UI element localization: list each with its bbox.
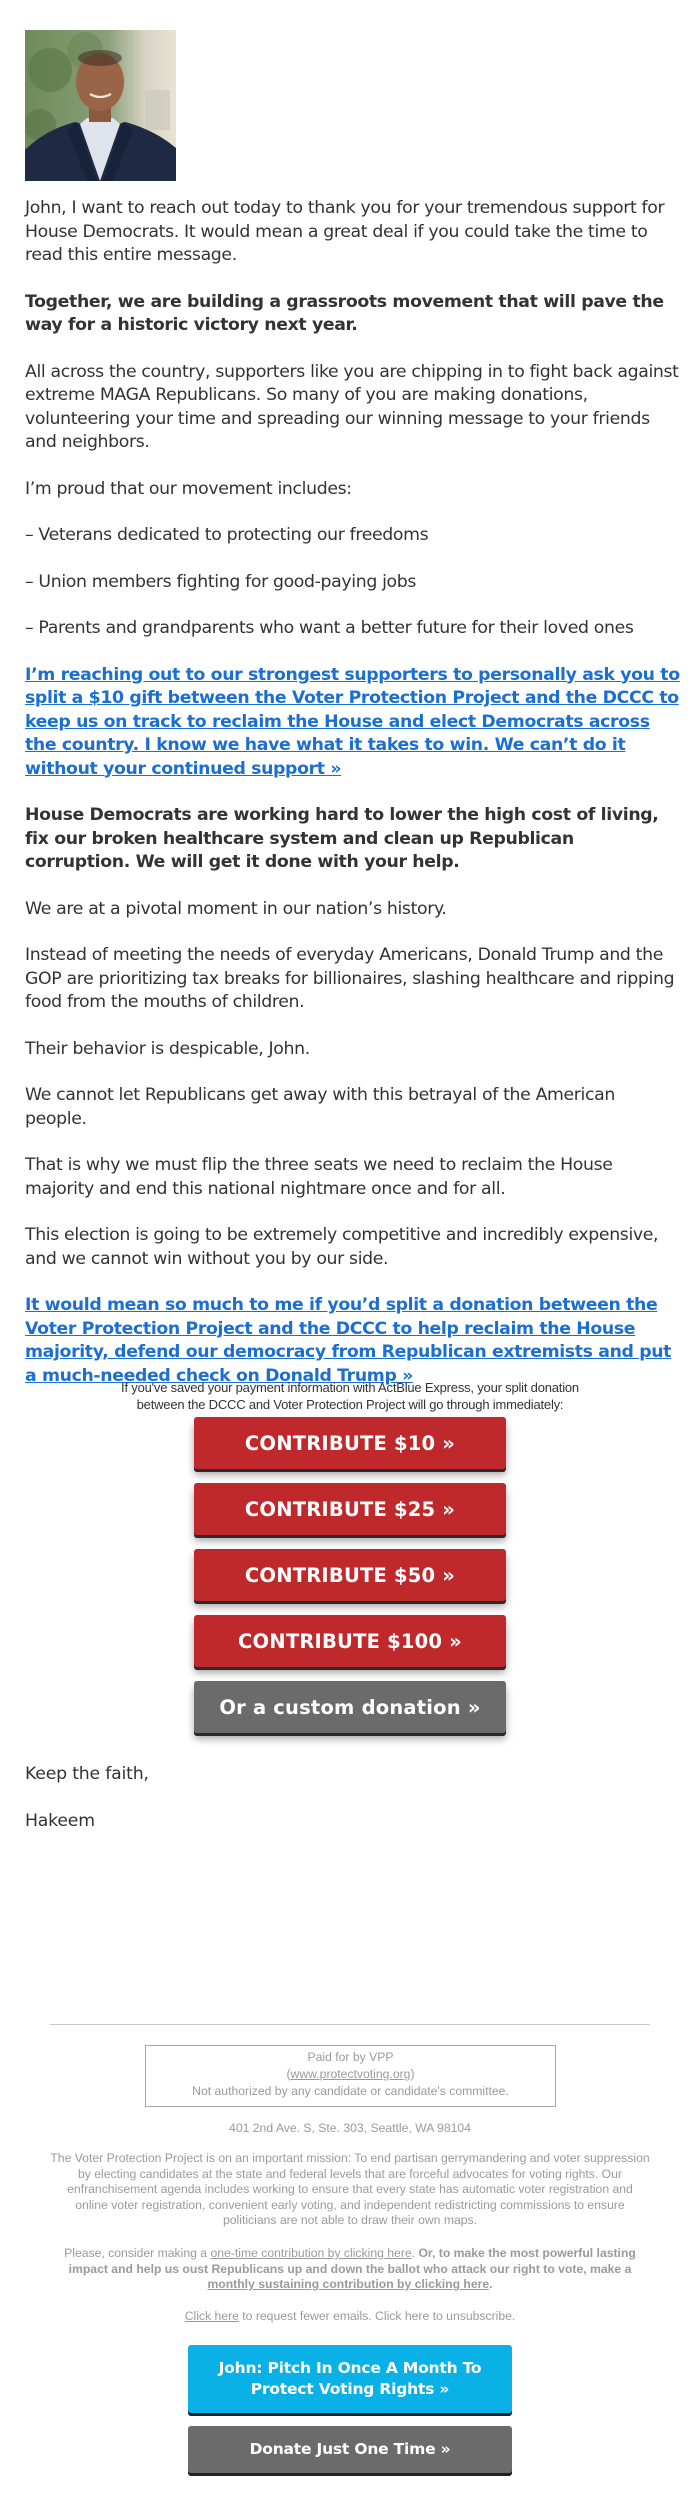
- contribute-10-button[interactable]: CONTRIBUTE $10 »: [194, 1417, 506, 1469]
- fewer-emails-link[interactable]: Click here: [184, 2309, 239, 2323]
- list-item: – Parents and grandparents who want a better future for their loved ones: [25, 618, 634, 638]
- custom-donation-button[interactable]: Or a custom donation »: [194, 1681, 506, 1733]
- paragraph: Instead of meeting the needs of everyday Americans, Donald Trump and the GOP are prioritizing tax breaks for billionaires, slashing healthcare and ripping food from the mouths of children.: [25, 945, 675, 1012]
- signoff-closing: Keep the faith,: [25, 1764, 149, 1784]
- paragraph: That is why we must flip the three seats we need to reclaim the House majority and end this national nightmare once and for all.: [25, 1155, 613, 1199]
- express-note-line: between the DCCC and Voter Protection Project will go through immediately:: [136, 1396, 564, 1412]
- footer-divider: [50, 2024, 650, 2025]
- mission-statement: The Voter Protection Project is on an important mission: To end partisan gerrymandering and voter suppression by electing candidates at the state and federal levels that are forceful advocates for voting rights. Our enfranchisement agenda includes working to ensure that every state has automatic voter registration and online voter registration, convenient early voting, and independent redistricting commissions to ensure politicians are not able to draw their own maps.: [50, 2151, 650, 2227]
- one-time-donation-button[interactable]: Donate Just One Time »: [188, 2426, 512, 2473]
- paragraph: This election is going to be extremely competitive and incredibly expensive, and we cannot win without you by our side.: [25, 1225, 659, 1269]
- list-item: – Union members fighting for good-paying jobs: [25, 571, 417, 592]
- not-authorized-text: Not authorized by any candidate or candidate's committee.: [192, 2084, 509, 2098]
- signoff-name: Hakeem: [25, 1811, 95, 1831]
- letter-body: [25, 197, 680, 1411]
- express-note-line: If you've saved your payment information with ActBlue Express, your split donation: [121, 1380, 579, 1395]
- paid-for-text: Paid for by VPP: [307, 2050, 394, 2064]
- monthly-contribution-link[interactable]: monthly sustaining contribution by clicking here: [207, 2277, 490, 2291]
- bold-paragraph: House Democrats are working hard to lower the high cost of living, fix our broken healthcare system and clean up Republican corruption. We will get it done with your help.: [25, 805, 659, 872]
- list-item: – Veterans dedicated to protecting our freedoms: [25, 525, 429, 545]
- paragraph: I’m proud that our movement includes:: [25, 478, 352, 499]
- paid-for-disclaimer: [145, 2045, 556, 2107]
- bold-paragraph: Together, we are building a grassroots movement that will pave the way for a historic victory next year.: [25, 291, 664, 335]
- paragraph: We cannot let Republicans get away with this betrayal of the American people.: [25, 1085, 616, 1129]
- contribution-options-text: Please, consider making a one-time contribution by clicking here. Or, to make the most powerful lasting impact and help us oust Republicans up and down the ballot who attack our right to vote, make a monthly sustaining contribution by clicking here.: [64, 2246, 636, 2291]
- portrait-image-icon: [25, 30, 176, 181]
- paragraph: All across the country, supporters like you are chipping in to fight back against extreme MAGA Republicans. So many of you are making donations, volunteering your time and spreading our winning message to your friends and neighbors.: [25, 361, 679, 452]
- actblue-express-note: [0, 1380, 700, 1413]
- contribute-100-button[interactable]: CONTRIBUTE $100 »: [194, 1615, 506, 1667]
- donate-link-primary[interactable]: I’m reaching out to our strongest supporters to personally ask you to split a $10 gift between the Voter Protection Project and the DCCC to keep us on track to reclaim the House and elect Democrats across the country. I know we have what it takes to win. We can’t do it without your continued support »: [25, 664, 680, 779]
- greeting-paragraph: John, I want to reach out today to thank you for your tremendous support for House Democrats. It would mean a great deal if you could take the time to read this entire message.: [25, 198, 665, 265]
- mailing-address: 401 2nd Ave. S, Ste. 303, Seattle, WA 98104: [229, 2121, 471, 2135]
- donate-link-secondary[interactable]: It would mean so much to me if you’d split a donation between the Voter Protection Project and the DCCC to help reclaim the House majority, defend our democracy from Republican extremists and put a much-needed check on Donald Trump »: [25, 1295, 672, 1386]
- contribute-50-button[interactable]: CONTRIBUTE $50 »: [194, 1549, 506, 1601]
- paragraph: We are at a pivotal moment in our nation’s history.: [25, 898, 447, 919]
- contribute-25-button[interactable]: CONTRIBUTE $25 »: [194, 1483, 506, 1535]
- email-preferences-text: Click here to request fewer emails. Click here to unsubscribe.: [184, 2309, 516, 2323]
- one-time-contribution-link[interactable]: one-time contribution by clicking here: [210, 2246, 412, 2260]
- portrait-photo: [25, 30, 176, 181]
- monthly-donation-button[interactable]: John: Pitch In Once A Month To Protect Voting Rights »: [188, 2345, 512, 2413]
- website-line: (www.protectvoting.org): [286, 2067, 415, 2081]
- paragraph: Their behavior is despicable, John.: [25, 1038, 310, 1059]
- website-link[interactable]: www.protectvoting.org: [290, 2067, 411, 2081]
